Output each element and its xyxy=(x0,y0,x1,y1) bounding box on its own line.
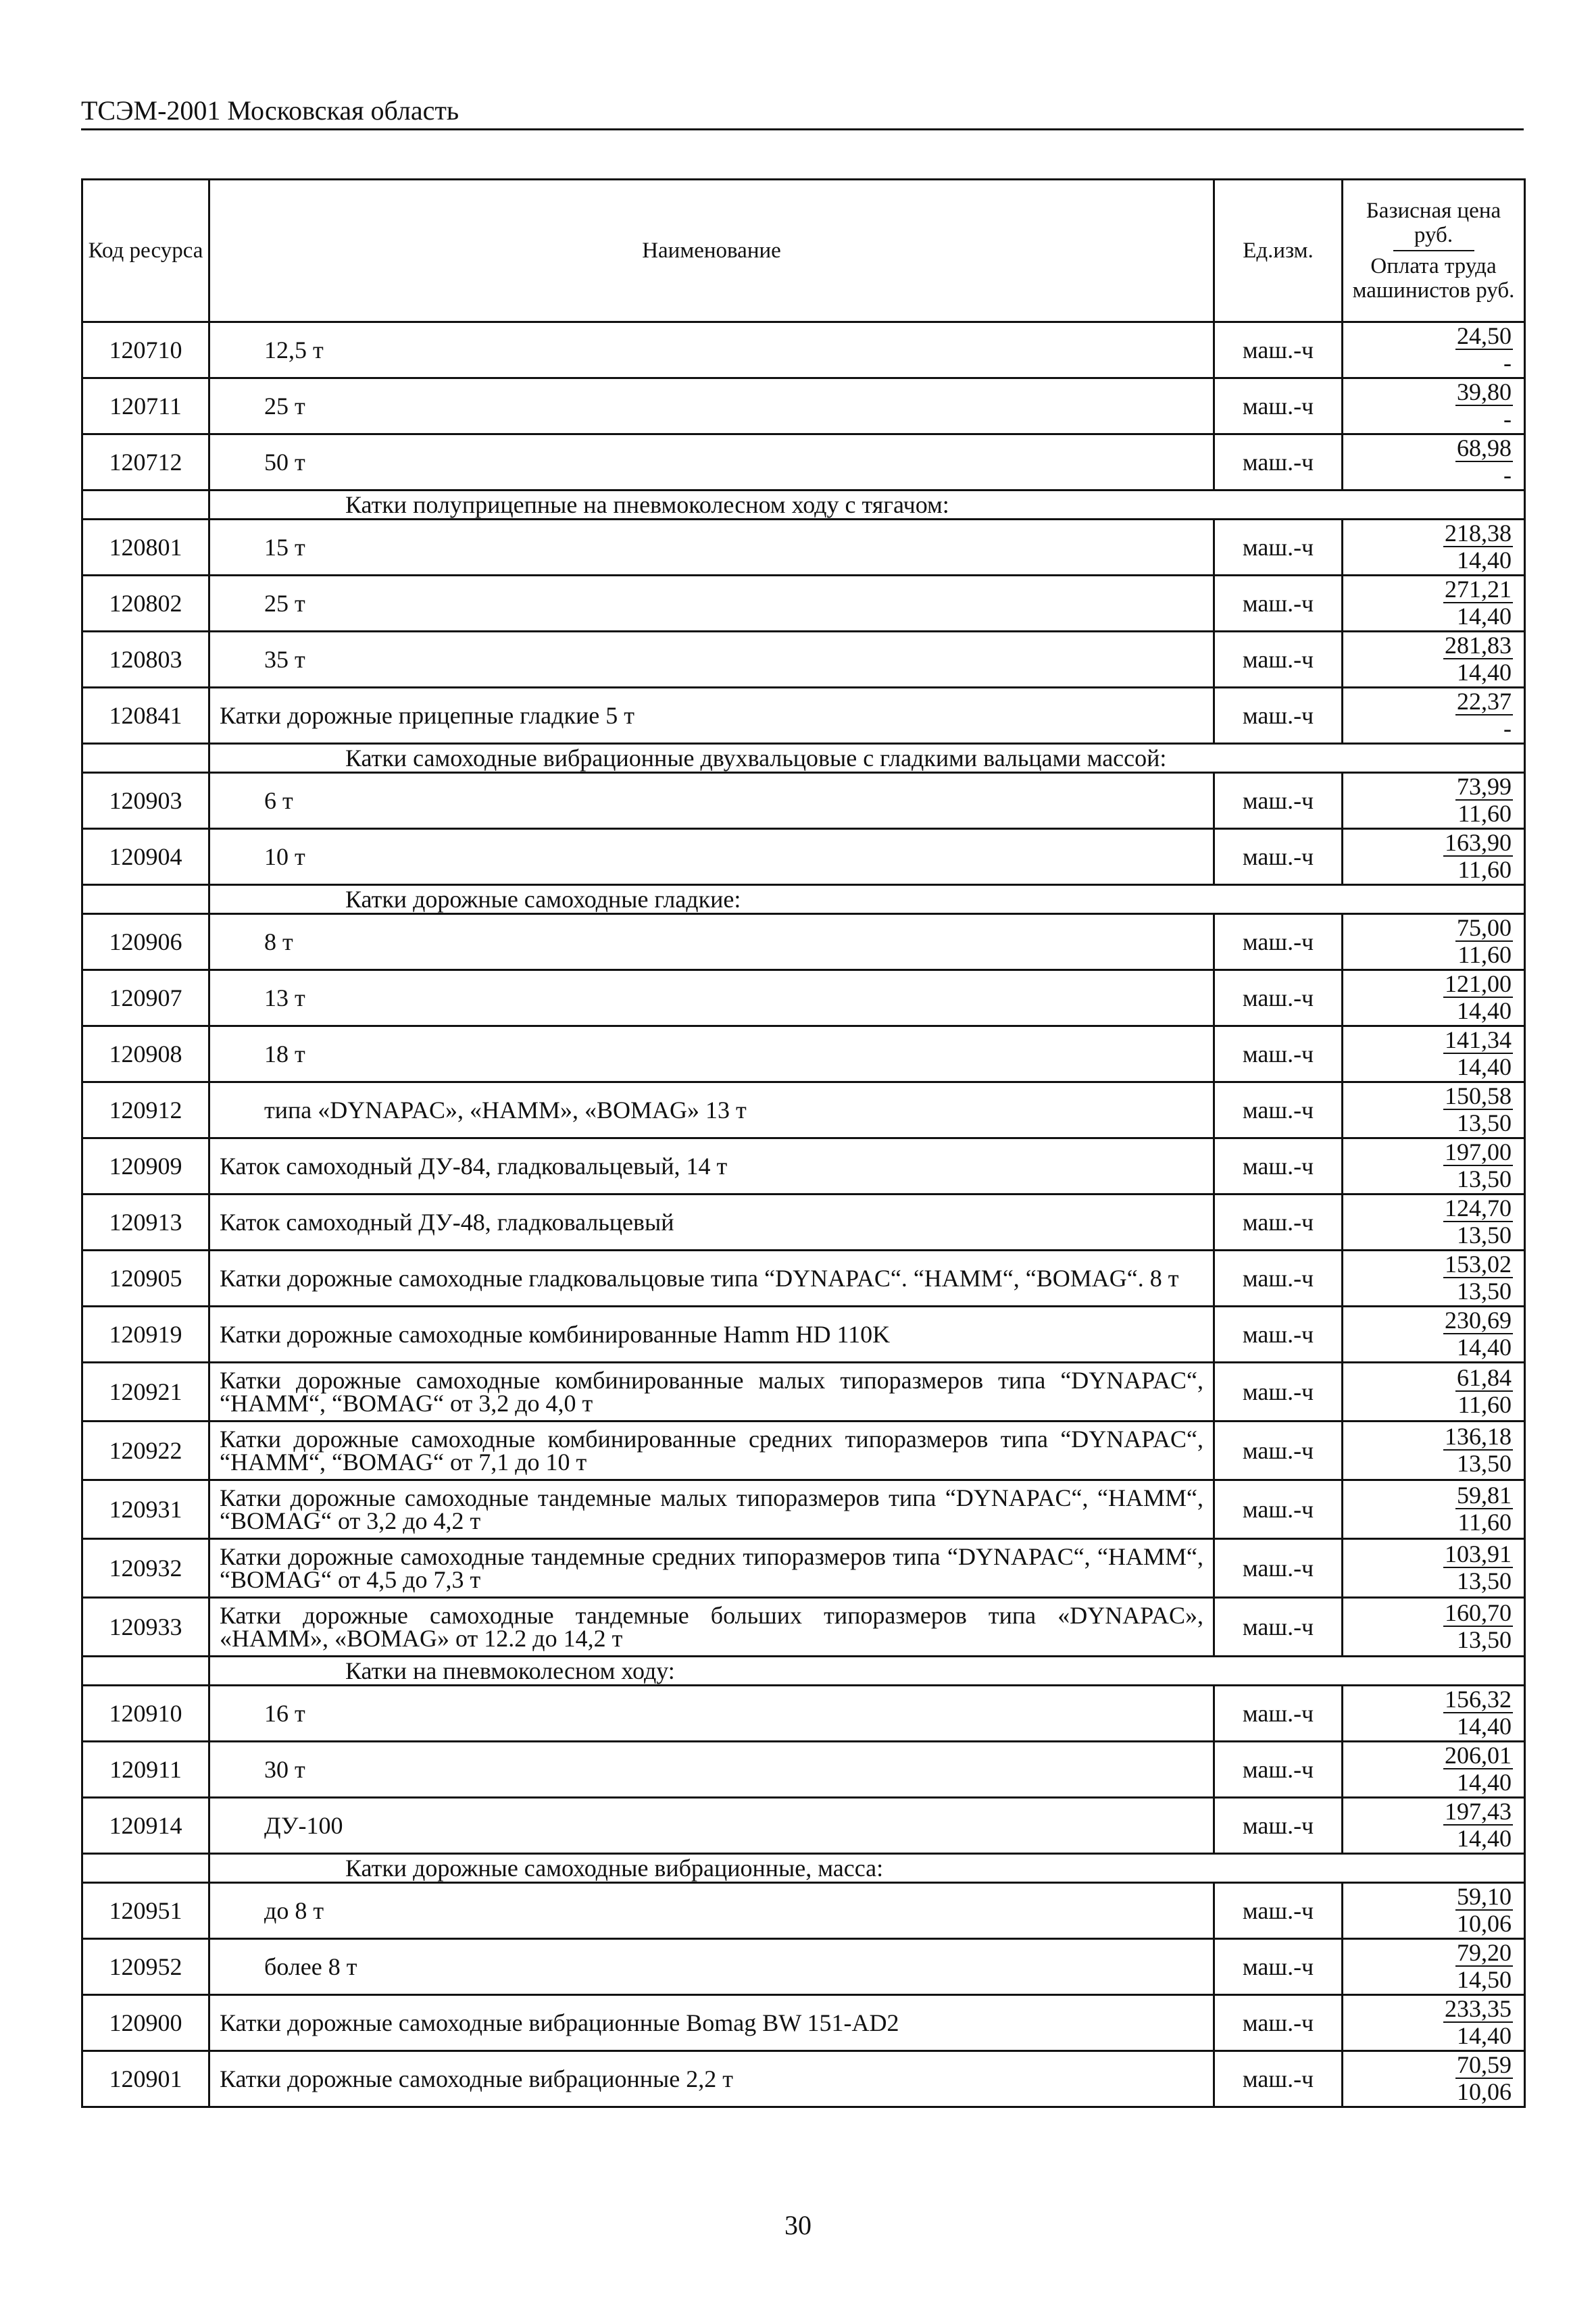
price-fraction xyxy=(1455,688,1513,741)
table-row xyxy=(82,1598,1525,1657)
price-cell xyxy=(1343,2051,1525,2107)
resource-name: Катки дорожные самоходные тандемные больших типоразмеров типа «DYNAPAC», «HAMM», «BOMAG» от 12.2 до 14,2 т xyxy=(209,1598,1214,1657)
price-fraction xyxy=(1455,1365,1513,1417)
group-code-cell xyxy=(82,744,209,773)
header-divider xyxy=(81,128,1524,130)
table-row xyxy=(82,1363,1525,1422)
price-cell xyxy=(1343,1194,1525,1251)
resource-name: Катки дорожные самоходные тандемные малых типоразмеров типа “DYNAPAC“, “HAMM“, “BOMAG“ от 3,2 до 4,2 т xyxy=(209,1480,1214,1539)
group-header-row xyxy=(82,1854,1525,1883)
base-price: 233,35 xyxy=(1445,1995,1512,2022)
price-cell xyxy=(1343,1539,1525,1598)
base-price: 22,37 xyxy=(1457,688,1512,715)
base-price: 141,34 xyxy=(1445,1026,1512,1053)
table-row xyxy=(82,1995,1525,2051)
unit-of-measure: маш.-ч xyxy=(1214,1480,1343,1539)
unit-of-measure: маш.-ч xyxy=(1214,1995,1343,2051)
unit-of-measure: маш.-ч xyxy=(1214,1686,1343,1742)
unit-of-measure: маш.-ч xyxy=(1214,1363,1343,1422)
price-fraction xyxy=(1443,632,1513,685)
resource-code: 120912 xyxy=(82,1082,209,1138)
labor-cost: 13,50 xyxy=(1457,1165,1512,1192)
table-row xyxy=(82,1686,1525,1742)
base-price: 124,70 xyxy=(1445,1194,1512,1222)
price-cell xyxy=(1343,378,1525,434)
resource-name: 13 т xyxy=(209,970,1214,1026)
unit-of-measure: маш.-ч xyxy=(1214,434,1343,491)
group-header-row xyxy=(82,744,1525,773)
labor-cost: 13,50 xyxy=(1457,1450,1512,1477)
labor-cost: - xyxy=(1503,461,1512,488)
price-fraction xyxy=(1455,435,1513,488)
resource-code: 120904 xyxy=(82,829,209,885)
col-header-name: Наименование xyxy=(209,180,1214,322)
labor-cost: 13,50 xyxy=(1457,1109,1512,1136)
price-fraction xyxy=(1443,1307,1513,1360)
resource-name: 16 т xyxy=(209,1686,1214,1742)
labor-cost: 13,50 xyxy=(1457,1222,1512,1249)
unit-of-measure: маш.-ч xyxy=(1214,378,1343,434)
group-code-cell xyxy=(82,1854,209,1883)
table-row xyxy=(82,1480,1525,1539)
labor-cost: 14,50 xyxy=(1457,1966,1512,1993)
col-header-price-labor: Оплата труда машинистов руб. xyxy=(1352,254,1515,303)
resource-name: Катки дорожные самоходные комбинированные Hamm HD 110K xyxy=(209,1307,1214,1363)
table-row xyxy=(82,1798,1525,1854)
resource-code: 120921 xyxy=(82,1363,209,1422)
base-price: 103,91 xyxy=(1445,1540,1512,1567)
resource-code: 120908 xyxy=(82,1026,209,1082)
base-price: 281,83 xyxy=(1445,632,1512,659)
base-price: 68,98 xyxy=(1457,434,1512,461)
unit-of-measure: маш.-ч xyxy=(1214,1598,1343,1657)
table-row xyxy=(82,1251,1525,1307)
resource-code: 120951 xyxy=(82,1883,209,1939)
price-fraction xyxy=(1455,323,1513,376)
unit-of-measure: маш.-ч xyxy=(1214,322,1343,378)
labor-cost: 11,60 xyxy=(1457,1391,1512,1418)
price-fraction xyxy=(1443,1083,1513,1136)
table-row xyxy=(82,1742,1525,1798)
base-price: 218,38 xyxy=(1445,520,1512,547)
base-price: 153,02 xyxy=(1445,1251,1512,1278)
price-cell xyxy=(1343,322,1525,378)
table-row xyxy=(82,632,1525,688)
table-row xyxy=(82,970,1525,1026)
price-fraction xyxy=(1443,1996,1513,2048)
resource-code: 120907 xyxy=(82,970,209,1026)
price-cell xyxy=(1343,1798,1525,1854)
col-header-price xyxy=(1343,180,1525,322)
price-cell xyxy=(1343,1742,1525,1798)
table-row xyxy=(82,1422,1525,1480)
resource-code: 120903 xyxy=(82,773,209,829)
unit-of-measure: маш.-ч xyxy=(1214,1026,1343,1082)
unit-of-measure: маш.-ч xyxy=(1214,2051,1343,2107)
base-price: 136,18 xyxy=(1445,1423,1512,1450)
resource-name: 50 т xyxy=(209,434,1214,491)
resource-name: 25 т xyxy=(209,378,1214,434)
base-price: 163,90 xyxy=(1445,829,1512,856)
table-row xyxy=(82,829,1525,885)
resource-code: 120710 xyxy=(82,322,209,378)
table-row xyxy=(82,1194,1525,1251)
table-row xyxy=(82,914,1525,970)
group-name: Катки дорожные самоходные гладкие: xyxy=(209,885,1525,914)
page-header-title: ТСЭМ-2001 Московская область xyxy=(81,95,459,126)
price-fraction xyxy=(1443,1600,1513,1653)
price-fraction xyxy=(1455,1884,1513,1936)
labor-cost: 14,40 xyxy=(1457,2022,1512,2049)
resource-name: Катки дорожные самоходные вибрационные 2,2 т xyxy=(209,2051,1214,2107)
price-fraction xyxy=(1443,1195,1513,1248)
labor-cost: 11,60 xyxy=(1457,856,1512,883)
price-fraction xyxy=(1443,1424,1513,1476)
table-row xyxy=(82,1138,1525,1194)
unit-of-measure: маш.-ч xyxy=(1214,1307,1343,1363)
table-row xyxy=(82,2051,1525,2107)
table-body xyxy=(82,322,1525,2107)
unit-of-measure: маш.-ч xyxy=(1214,829,1343,885)
labor-cost: 13,50 xyxy=(1457,1626,1512,1653)
price-cell xyxy=(1343,1995,1525,2051)
unit-of-measure: маш.-ч xyxy=(1214,1082,1343,1138)
page-number: 30 xyxy=(784,2210,812,2240)
resource-code: 120933 xyxy=(82,1598,209,1657)
labor-cost: 11,60 xyxy=(1457,1509,1512,1536)
price-fraction xyxy=(1443,830,1513,882)
price-cell xyxy=(1343,688,1525,744)
price-cell xyxy=(1343,1939,1525,1995)
base-price: 79,20 xyxy=(1457,1939,1512,1966)
unit-of-measure: маш.-ч xyxy=(1214,1742,1343,1798)
resource-name: ДУ-100 xyxy=(209,1798,1214,1854)
base-price: 156,32 xyxy=(1445,1686,1512,1713)
price-cell xyxy=(1343,914,1525,970)
unit-of-measure: маш.-ч xyxy=(1214,576,1343,632)
labor-cost: 14,40 xyxy=(1457,1053,1512,1080)
resource-code: 120910 xyxy=(82,1686,209,1742)
unit-of-measure: маш.-ч xyxy=(1214,1883,1343,1939)
base-price: 160,70 xyxy=(1445,1599,1512,1626)
group-code-cell xyxy=(82,491,209,520)
price-cell xyxy=(1343,1598,1525,1657)
group-header-row xyxy=(82,1657,1525,1686)
col-header-unit: Ед.изм. xyxy=(1214,180,1343,322)
resource-code: 120911 xyxy=(82,1742,209,1798)
unit-of-measure: маш.-ч xyxy=(1214,914,1343,970)
labor-cost: 11,60 xyxy=(1457,941,1512,968)
price-cell xyxy=(1343,434,1525,491)
table-row xyxy=(82,322,1525,378)
group-code-cell xyxy=(82,1657,209,1686)
base-price: 150,58 xyxy=(1445,1082,1512,1109)
table-row xyxy=(82,1539,1525,1598)
price-fraction xyxy=(1455,379,1513,432)
col-header-code: Код ресурса xyxy=(82,180,209,322)
unit-of-measure: маш.-ч xyxy=(1214,970,1343,1026)
table-row xyxy=(82,1082,1525,1138)
unit-of-measure: маш.-ч xyxy=(1214,1251,1343,1307)
resource-code: 120901 xyxy=(82,2051,209,2107)
price-fraction xyxy=(1443,1541,1513,1594)
labor-cost: - xyxy=(1503,349,1512,376)
resource-code: 120932 xyxy=(82,1539,209,1598)
labor-cost: 10,06 xyxy=(1457,2078,1512,2105)
resource-code: 120922 xyxy=(82,1422,209,1480)
price-fraction xyxy=(1443,1742,1513,1795)
price-fraction xyxy=(1443,1686,1513,1739)
unit-of-measure: маш.-ч xyxy=(1214,520,1343,576)
resource-name: Катки дорожные самоходные тандемные средних типоразмеров типа “DYNAPAC“, “HAMM“, “BOMAG“ от 4,5 до 7,3 т xyxy=(209,1539,1214,1598)
base-price: 230,69 xyxy=(1445,1307,1512,1334)
labor-cost: - xyxy=(1503,405,1512,432)
base-price: 59,10 xyxy=(1457,1883,1512,1910)
resource-code: 120900 xyxy=(82,1995,209,2051)
resource-name: 35 т xyxy=(209,632,1214,688)
labor-cost: 14,40 xyxy=(1457,547,1512,574)
table-header-row xyxy=(82,180,1525,322)
price-cell xyxy=(1343,1686,1525,1742)
price-cell xyxy=(1343,632,1525,688)
resource-name: 30 т xyxy=(209,1742,1214,1798)
unit-of-measure: маш.-ч xyxy=(1214,1422,1343,1480)
price-fraction xyxy=(1455,1940,1513,1992)
labor-cost: 14,40 xyxy=(1457,1713,1512,1740)
price-cell xyxy=(1343,773,1525,829)
unit-of-measure: маш.-ч xyxy=(1214,1194,1343,1251)
group-name: Катки дорожные самоходные вибрационные, масса: xyxy=(209,1854,1525,1883)
resource-name: Катки дорожные самоходные комбинированные малых типоразмеров типа “DYNAPAC“, “HAMM“, “BOMAG“ от 3,2 до 4,0 т xyxy=(209,1363,1214,1422)
base-price: 39,80 xyxy=(1457,378,1512,405)
resource-code: 120909 xyxy=(82,1138,209,1194)
group-code-cell xyxy=(82,885,209,914)
price-fraction xyxy=(1443,520,1513,573)
price-cell xyxy=(1343,1422,1525,1480)
group-name: Катки самоходные вибрационные двухвальцовые с гладкими вальцами массой: xyxy=(209,744,1525,773)
unit-of-measure: маш.-ч xyxy=(1214,1539,1343,1598)
resource-code: 120914 xyxy=(82,1798,209,1854)
resource-name: типа «DYNAPAC», «HAMM», «BOMAG» 13 т xyxy=(209,1082,1214,1138)
labor-cost: 14,40 xyxy=(1457,1334,1512,1361)
resource-code: 120952 xyxy=(82,1939,209,1995)
base-price: 61,84 xyxy=(1457,1364,1512,1391)
resource-name: Катки дорожные прицепные гладкие 5 т xyxy=(209,688,1214,744)
unit-of-measure: маш.-ч xyxy=(1214,773,1343,829)
resource-name: 18 т xyxy=(209,1026,1214,1082)
price-cell xyxy=(1343,520,1525,576)
resource-name: 15 т xyxy=(209,520,1214,576)
price-cell xyxy=(1343,1082,1525,1138)
resource-code: 120711 xyxy=(82,378,209,434)
group-header-row xyxy=(82,885,1525,914)
price-cell xyxy=(1343,1480,1525,1539)
table-row xyxy=(82,1939,1525,1995)
resource-code: 120905 xyxy=(82,1251,209,1307)
unit-of-measure: маш.-ч xyxy=(1214,632,1343,688)
labor-cost: 14,40 xyxy=(1457,659,1512,686)
unit-of-measure: маш.-ч xyxy=(1214,1939,1343,1995)
resource-name: Катки дорожные самоходные комбинированные средних типоразмеров типа “DYNAPAC“, “HAMM“, “BOMAG“ от 7,1 до 10 т xyxy=(209,1422,1214,1480)
group-name: Катки полуприцепные на пневмоколесном ходу с тягачом: xyxy=(209,491,1525,520)
resource-name: 6 т xyxy=(209,773,1214,829)
table-row xyxy=(82,378,1525,434)
price-cell xyxy=(1343,1363,1525,1422)
resource-name: Катки дорожные самоходные вибрационные Bomag BW 151-AD2 xyxy=(209,1995,1214,2051)
price-fraction xyxy=(1455,1482,1513,1535)
unit-of-measure: маш.-ч xyxy=(1214,1798,1343,1854)
resource-code: 120803 xyxy=(82,632,209,688)
resource-code: 120913 xyxy=(82,1194,209,1251)
base-price: 73,99 xyxy=(1457,773,1512,800)
resource-name: 8 т xyxy=(209,914,1214,970)
price-cell xyxy=(1343,829,1525,885)
base-price: 24,50 xyxy=(1457,322,1512,349)
resource-code: 120712 xyxy=(82,434,209,491)
unit-of-measure: маш.-ч xyxy=(1214,1138,1343,1194)
table-row xyxy=(82,773,1525,829)
price-fraction xyxy=(1443,1139,1513,1192)
resource-name: 12,5 т xyxy=(209,322,1214,378)
price-fraction xyxy=(1443,1799,1513,1851)
table-row xyxy=(82,434,1525,491)
base-price: 75,00 xyxy=(1457,914,1512,941)
unit-of-measure: маш.-ч xyxy=(1214,688,1343,744)
table-row xyxy=(82,520,1525,576)
resource-name: Каток самоходный ДУ-84, гладковальцевый, 14 т xyxy=(209,1138,1214,1194)
price-fraction xyxy=(1443,1027,1513,1080)
base-price: 59,81 xyxy=(1457,1482,1512,1509)
labor-cost: 14,40 xyxy=(1457,1769,1512,1796)
labor-cost: 14,40 xyxy=(1457,1825,1512,1852)
base-price: 121,00 xyxy=(1445,970,1512,997)
base-price: 70,59 xyxy=(1457,2051,1512,2078)
resource-name: 10 т xyxy=(209,829,1214,885)
group-header-row xyxy=(82,491,1525,520)
price-cell xyxy=(1343,1026,1525,1082)
base-price: 197,43 xyxy=(1445,1798,1512,1825)
resource-name: более 8 т xyxy=(209,1939,1214,1995)
labor-cost: 10,06 xyxy=(1457,1910,1512,1937)
labor-cost: 14,40 xyxy=(1457,603,1512,630)
price-fraction xyxy=(1455,915,1513,967)
price-cell xyxy=(1343,1307,1525,1363)
table-row xyxy=(82,1307,1525,1363)
labor-cost: 13,50 xyxy=(1457,1278,1512,1305)
table-row xyxy=(82,576,1525,632)
resource-name: Катки дорожные самоходные гладковальцовые типа “DYNAPAC“. “HAMM“, “BOMAG“. 8 т xyxy=(209,1251,1214,1307)
labor-cost: 11,60 xyxy=(1457,800,1512,827)
resource-name: до 8 т xyxy=(209,1883,1214,1939)
price-cell xyxy=(1343,1251,1525,1307)
price-cell xyxy=(1343,970,1525,1026)
resource-code: 120906 xyxy=(82,914,209,970)
resource-code: 120931 xyxy=(82,1480,209,1539)
price-fraction xyxy=(1455,774,1513,826)
table-row xyxy=(82,1026,1525,1082)
resource-code: 120919 xyxy=(82,1307,209,1363)
table-row xyxy=(82,1883,1525,1939)
labor-cost: 13,50 xyxy=(1457,1567,1512,1594)
price-cell xyxy=(1343,1138,1525,1194)
price-fraction xyxy=(1443,576,1513,629)
resource-code: 120801 xyxy=(82,520,209,576)
resource-code: 120802 xyxy=(82,576,209,632)
resource-code: 120841 xyxy=(82,688,209,744)
price-fraction xyxy=(1455,2052,1513,2105)
table-row xyxy=(82,688,1525,744)
col-header-price-divider xyxy=(1393,250,1474,251)
labor-cost: 14,40 xyxy=(1457,997,1512,1024)
resource-name: Каток самоходный ДУ-48, гладковальцевый xyxy=(209,1194,1214,1251)
price-cell xyxy=(1343,576,1525,632)
resource-name: 25 т xyxy=(209,576,1214,632)
col-header-price-base: Базисная цена руб. xyxy=(1366,199,1501,247)
base-price: 206,01 xyxy=(1445,1742,1512,1769)
price-fraction xyxy=(1443,971,1513,1024)
price-fraction xyxy=(1443,1251,1513,1304)
price-cell xyxy=(1343,1883,1525,1939)
labor-cost: - xyxy=(1503,715,1512,742)
resource-table xyxy=(81,178,1526,2108)
base-price: 197,00 xyxy=(1445,1138,1512,1165)
group-name: Катки на пневмоколесном ходу: xyxy=(209,1657,1525,1686)
base-price: 271,21 xyxy=(1445,576,1512,603)
